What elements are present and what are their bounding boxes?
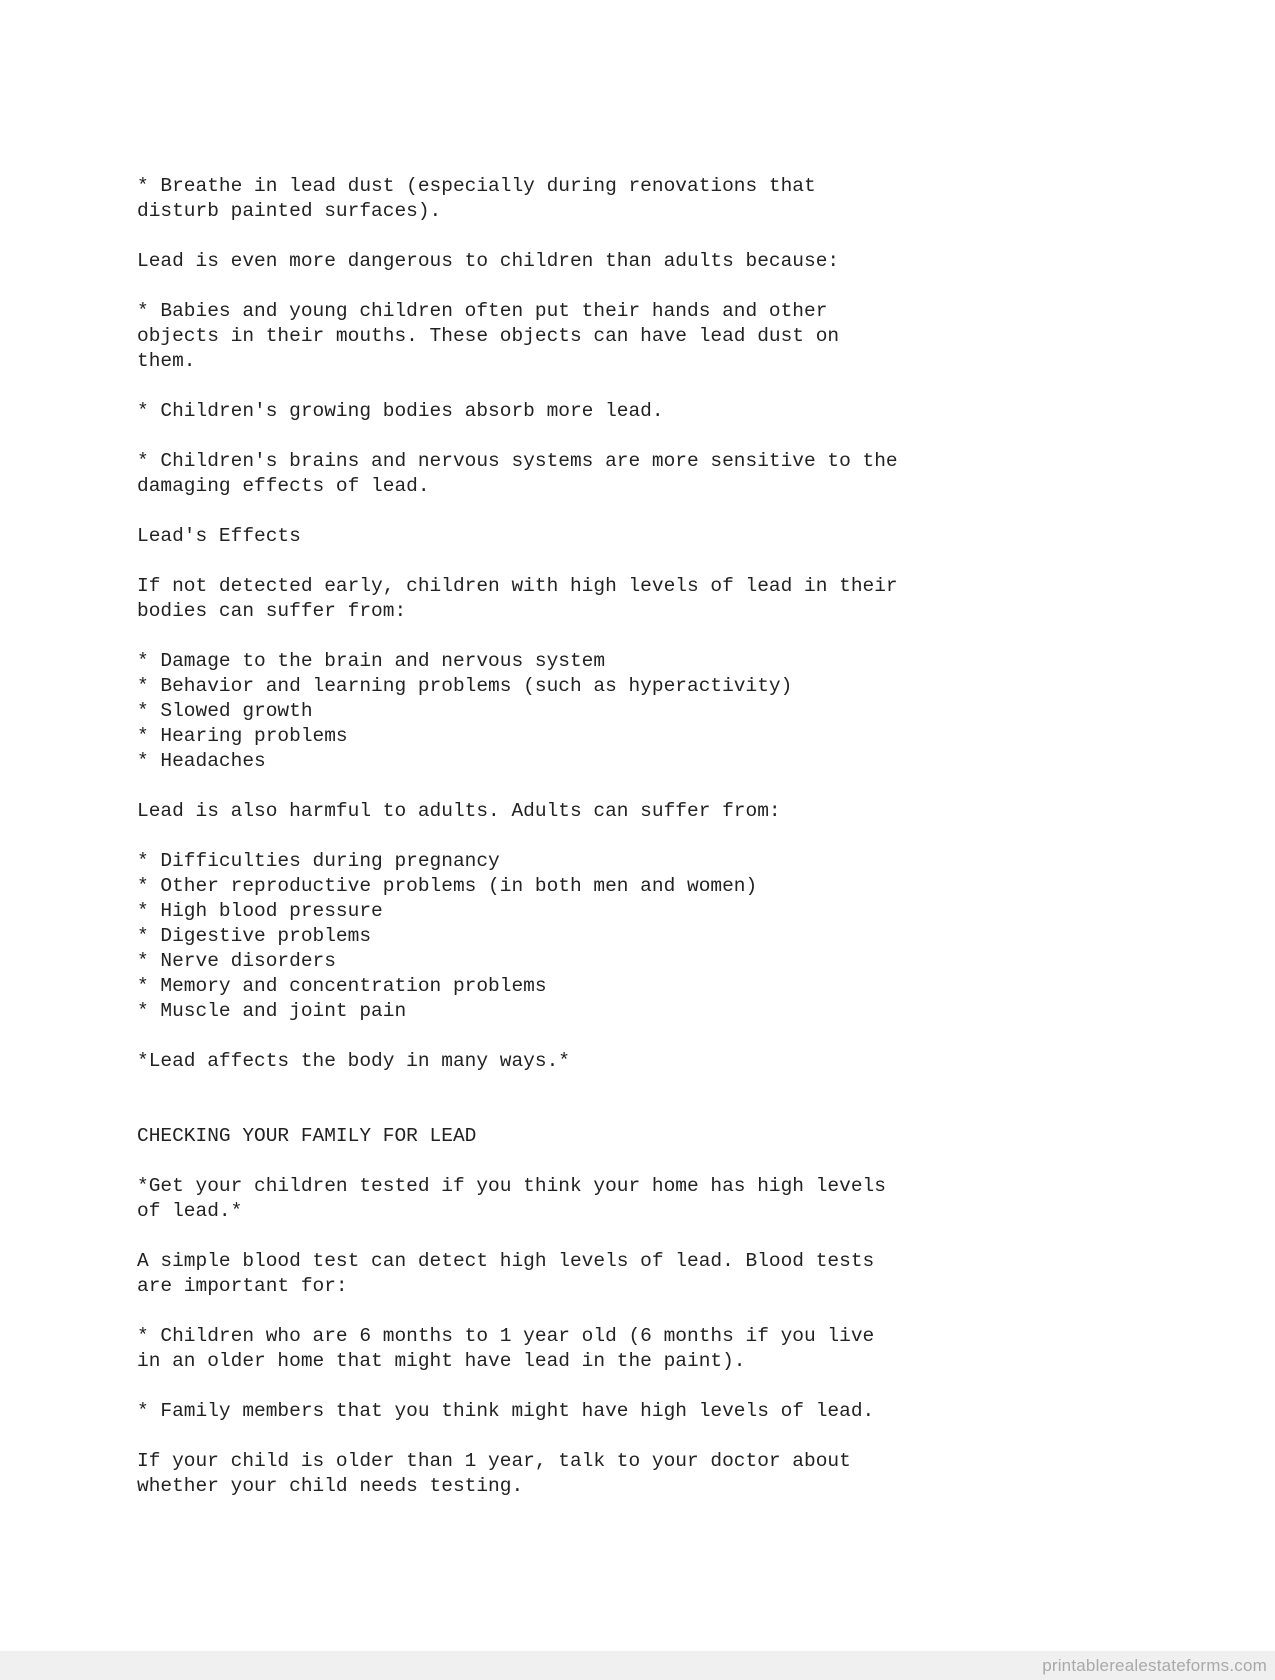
text-line: * Children's growing bodies absorb more lead. <box>137 400 664 422</box>
blank-line <box>137 1024 1137 1049</box>
blank-line <box>137 1374 1137 1399</box>
text-line: If not detected early, children with high levels of lead in their <box>137 575 898 597</box>
blank-line <box>137 624 1137 649</box>
blank-line <box>137 1149 1137 1174</box>
blank-line <box>137 1074 1137 1099</box>
text-line: of lead.* <box>137 1200 243 1222</box>
text-line: * Hearing problems <box>137 725 348 747</box>
footer-brand-watermark: printablerealestateforms.com <box>1042 1656 1267 1675</box>
blank-line <box>137 1099 1137 1124</box>
text-line: damaging effects of lead. <box>137 475 430 497</box>
text-line: in an older home that might have lead in the paint). <box>137 1350 746 1372</box>
text-line: Lead is also harmful to adults. Adults can suffer from: <box>137 800 781 822</box>
text-line: * Children who are 6 months to 1 year old (6 months if you live <box>137 1325 875 1347</box>
text-line: disturb painted surfaces). <box>137 200 442 222</box>
text-line: * Breathe in lead dust (especially during renovations that <box>137 175 816 197</box>
footer-bar <box>0 1651 1275 1680</box>
blank-line <box>137 1424 1137 1449</box>
text-line: bodies can suffer from: <box>137 600 407 622</box>
text-line: them. <box>137 350 196 372</box>
blank-line <box>137 374 1137 399</box>
text-line: * Muscle and joint pain <box>137 1000 407 1022</box>
blank-line <box>137 824 1137 849</box>
blank-line <box>137 1224 1137 1249</box>
blank-line <box>137 424 1137 449</box>
text-line: *Get your children tested if you think your home has high levels <box>137 1175 886 1197</box>
text-line: * Digestive problems <box>137 925 372 947</box>
text-line: * Behavior and learning problems (such as hyperactivity) <box>137 675 793 697</box>
text-line: Lead's Effects <box>137 525 301 547</box>
text-line: * Slowed growth <box>137 700 313 722</box>
text-line: If your child is older than 1 year, talk to your doctor about <box>137 1450 851 1472</box>
text-line: * Babies and young children often put their hands and other <box>137 300 828 322</box>
blank-line <box>137 774 1137 799</box>
text-line: objects in their mouths. These objects can have lead dust on <box>137 325 840 347</box>
text-line: * Children's brains and nervous systems are more sensitive to the <box>137 450 898 472</box>
text-line: * Memory and concentration problems <box>137 975 547 997</box>
text-line: * Family members that you think might have high levels of lead. <box>137 1400 875 1422</box>
text-line: * Other reproductive problems (in both men and women) <box>137 875 758 897</box>
text-line: Lead is even more dangerous to children than adults because: <box>137 250 840 272</box>
blank-line <box>137 274 1137 299</box>
text-line: *Lead affects the body in many ways.* <box>137 1050 570 1072</box>
text-line: CHECKING YOUR FAMILY FOR LEAD <box>137 1125 477 1147</box>
document-body <box>137 174 1137 1499</box>
text-line: * High blood pressure <box>137 900 383 922</box>
blank-line <box>137 549 1137 574</box>
text-line: A simple blood test can detect high levels of lead. Blood tests <box>137 1250 875 1272</box>
blank-line <box>137 224 1137 249</box>
text-line: * Nerve disorders <box>137 950 336 972</box>
text-line: are important for: <box>137 1275 348 1297</box>
blank-line <box>137 499 1137 524</box>
text-line: * Damage to the brain and nervous system <box>137 650 606 672</box>
text-line: * Headaches <box>137 750 266 772</box>
blank-line <box>137 1299 1137 1324</box>
text-line: whether your child needs testing. <box>137 1475 524 1497</box>
text-line: * Difficulties during pregnancy <box>137 850 500 872</box>
